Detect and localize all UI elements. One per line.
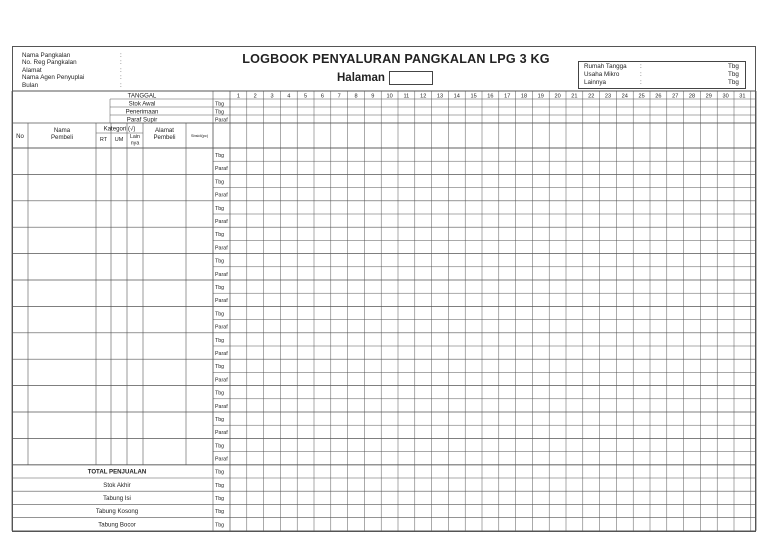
col-header-no: No: [16, 133, 24, 140]
col-header-lainnya: Lain: [129, 134, 141, 140]
day-number: 15: [470, 93, 477, 100]
col-header-rt: RT: [99, 137, 108, 143]
row-unit-tbg: Tbg: [215, 232, 225, 239]
day-number: 12: [420, 93, 427, 100]
day-number: 25: [638, 93, 645, 100]
label-nama-pangkalan: Nama Pangkalan: [22, 52, 71, 59]
bottom-row-label: Stok Akhir: [103, 481, 131, 489]
day-number: 18: [520, 93, 528, 100]
bottom-row-unit: Tbg: [215, 469, 225, 476]
day-number: 8: [354, 93, 358, 100]
bottom-row-unit: Tbg: [215, 509, 225, 516]
bottom-row-label: Tabung Isi: [103, 495, 131, 502]
day-number: 19: [537, 93, 544, 100]
colon: :: [120, 66, 122, 74]
row-unit-paraf: Paraf: [215, 271, 228, 278]
row-unit-tbg: Tbg: [215, 179, 225, 186]
col-header-alamat: Alamat: [155, 127, 174, 134]
day-number: 1: [236, 93, 240, 100]
colon: :: [640, 79, 642, 86]
row-unit-tbg: Tbg: [215, 417, 225, 423]
day-number: 22: [588, 93, 595, 100]
bottom-row-label: Tabung Kosong: [95, 508, 139, 516]
day-number: 2: [253, 93, 257, 100]
day-number: 28: [688, 93, 696, 100]
day-number: 20: [554, 93, 561, 100]
row-unit-paraf: Paraf: [215, 377, 228, 384]
day-number: 3: [270, 93, 274, 100]
category-unit: Tbg: [728, 79, 739, 86]
day-number: 23: [604, 93, 612, 100]
top-row-unit: Tbg: [215, 101, 225, 108]
day-number: 13: [436, 93, 444, 100]
top-row-label: TANGGAL: [127, 92, 157, 100]
colon: :: [640, 63, 642, 70]
row-unit-tbg: Tbg: [215, 364, 225, 371]
top-row-label: Paraf Supir: [126, 116, 158, 124]
row-unit-paraf: Paraf: [215, 219, 228, 225]
col-header-kategori: Kategori (√): [103, 125, 136, 133]
day-number: 11: [403, 93, 410, 100]
page-title: LOGBOOK PENYALURAN PANGKALAN LPG 3 KG: [242, 52, 550, 66]
day-number: 27: [672, 93, 679, 100]
category-unit: Tbg: [728, 71, 739, 78]
row-unit-tbg: Tbg: [215, 337, 225, 344]
day-number: 30: [722, 93, 729, 100]
col-header-nama: Pembeli: [50, 134, 74, 141]
row-unit-paraf: Paraf: [215, 192, 228, 199]
row-unit-paraf: Paraf: [215, 456, 228, 463]
day-number: 9: [371, 93, 375, 100]
top-row-unit: Paraf: [215, 117, 228, 124]
colon: :: [640, 71, 642, 78]
label-alamat: Alamat: [22, 66, 42, 74]
row-unit-tbg: Tbg: [215, 205, 225, 212]
category-label: Usaha Mikro: [584, 71, 620, 78]
col-header-nama: Nama: [53, 127, 71, 134]
day-number: 21: [571, 93, 578, 100]
day-number: 26: [655, 93, 662, 100]
bottom-row-unit: Tbg: [215, 496, 225, 502]
category-label: Lainnya: [584, 79, 607, 86]
row-unit-tbg: Tbg: [215, 285, 225, 291]
row-unit-paraf: Paraf: [215, 298, 228, 305]
halaman-label: Halaman: [337, 72, 385, 84]
row-unit-tbg: Tbg: [215, 258, 225, 265]
day-number: 6: [320, 93, 324, 100]
day-number: 14: [453, 93, 460, 100]
day-number: 16: [487, 93, 494, 100]
bottom-row-unit: Tbg: [215, 482, 225, 489]
colon: :: [120, 74, 122, 82]
top-row-label: Penerimaan: [125, 108, 159, 116]
col-header-alamat: Pembeli: [153, 134, 176, 141]
row-unit-paraf: Paraf: [215, 166, 228, 173]
col-header-lainnya: nya: [130, 140, 140, 147]
label-nama-agen: Nama Agen Penyuplai: [22, 74, 85, 82]
row-unit-tbg: Tbg: [215, 390, 225, 397]
col-header-small: Sbsidi(pc): [190, 133, 209, 138]
label-no-reg: No. Reg Pangkalan: [22, 59, 77, 67]
row-unit-tbg: Tbg: [215, 443, 225, 450]
row-unit-paraf: Paraf: [215, 245, 228, 252]
top-row-unit: Tbg: [215, 109, 225, 116]
day-number: 4: [287, 93, 291, 100]
colon: :: [120, 52, 122, 59]
row-unit-paraf: Paraf: [215, 351, 228, 357]
row-unit-paraf: Paraf: [215, 324, 228, 331]
label-bulan: Bulan: [22, 81, 39, 89]
day-number: 31: [739, 93, 746, 100]
day-number: 5: [304, 93, 308, 100]
category-label: Rumah Tangga: [584, 63, 627, 70]
colon: :: [120, 59, 122, 67]
row-unit-paraf: Paraf: [215, 430, 228, 437]
row-unit-tbg: Tbg: [215, 311, 225, 318]
category-unit: Tbg: [728, 63, 739, 70]
day-number: 24: [621, 93, 628, 100]
row-unit-paraf: Paraf: [215, 403, 228, 410]
day-number: 17: [504, 93, 511, 100]
colon: :: [120, 81, 122, 89]
bottom-row-unit: Tbg: [215, 522, 225, 529]
day-number: 7: [337, 93, 341, 100]
row-unit-tbg: Tbg: [215, 153, 225, 159]
day-number: 10: [386, 93, 393, 100]
bottom-row-label: Tabung Bocor: [98, 521, 136, 529]
col-header-um: UM: [114, 137, 124, 143]
top-row-label: Stok Awal: [128, 100, 156, 108]
day-number: 29: [705, 93, 712, 100]
bottom-row-label: TOTAL PENJUALAN: [87, 468, 147, 476]
